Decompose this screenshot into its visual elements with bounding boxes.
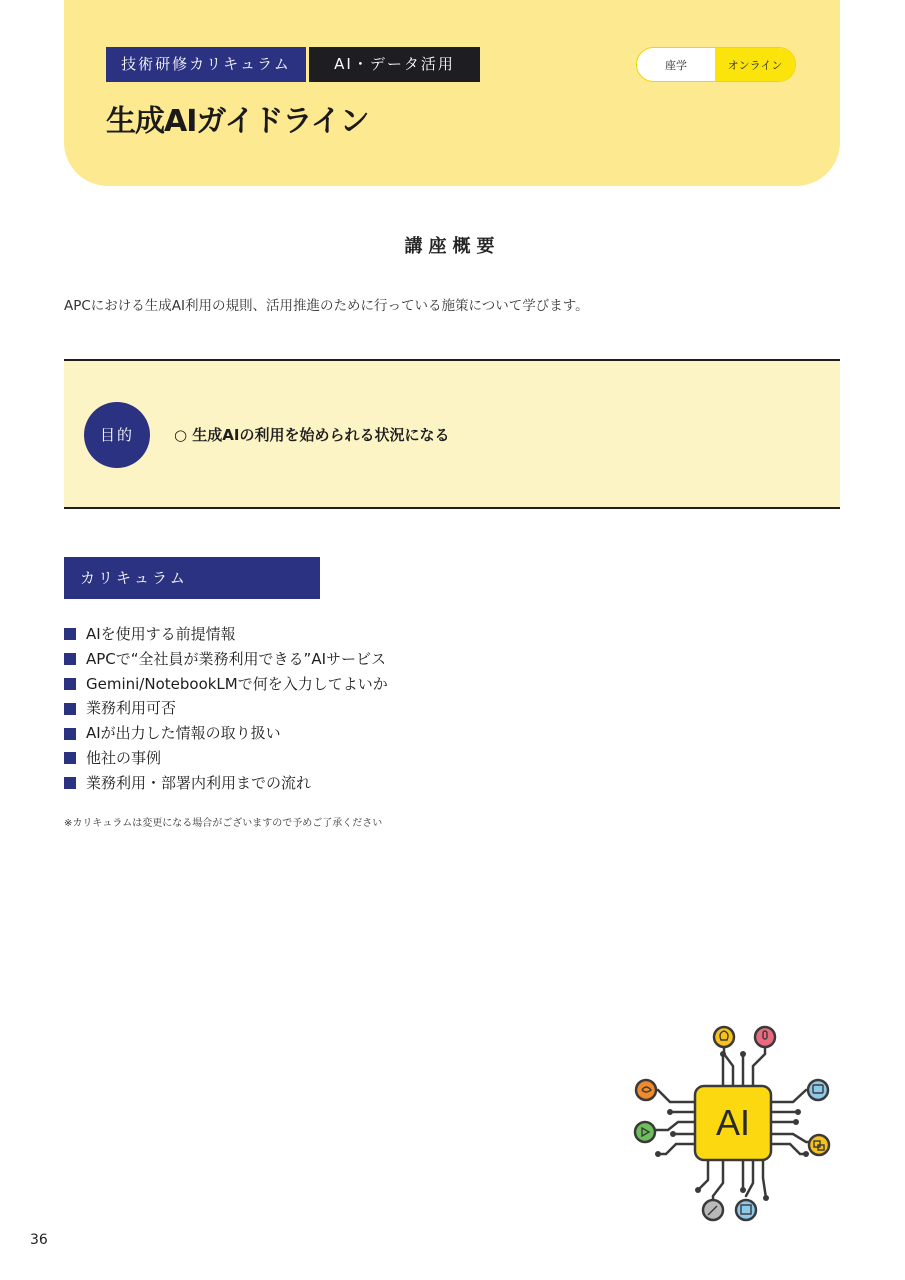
curriculum-item: 他社の事例 [64, 746, 388, 771]
curriculum-item: 業務利用可否 [64, 696, 388, 721]
curriculum-note: ※カリキュラムは変更になる場合がございますので予めご了承ください [64, 818, 383, 829]
microphone-icon [755, 1027, 775, 1047]
delivery-mode-badge [636, 47, 796, 82]
curriculum-item: 業務利用・部署内利用までの流れ [64, 771, 388, 796]
header-banner [64, 0, 840, 186]
page-number: 36 [30, 1232, 48, 1248]
curriculum-item: AIが出力した情報の取り扱い [64, 721, 388, 746]
overview-summary: APCにおける生成AI利用の規則、活用推進のために行っている施策について学びます。 [64, 298, 589, 314]
curriculum-item: APCで“全社員が業務利用できる”AIサービス [64, 647, 388, 672]
page-title: 生成AIガイドライン [106, 104, 369, 139]
square-bullet-icon [64, 752, 76, 764]
ai-chip-illustration [628, 1018, 838, 1226]
goal-badge: 目的 [84, 402, 150, 468]
ai-chip-label: AI [715, 1102, 751, 1143]
square-bullet-icon [64, 678, 76, 690]
lightbulb-icon [714, 1027, 734, 1047]
overview-heading: 講座概要 [404, 236, 501, 257]
play-icon [635, 1122, 655, 1142]
curriculum-list [64, 622, 388, 796]
chat-icon [808, 1080, 828, 1100]
square-bullet-icon [64, 628, 76, 640]
square-bullet-icon [64, 653, 76, 665]
category-tag: 技術研修カリキュラム [106, 47, 306, 82]
curriculum-item: Gemini/NotebookLMで何を入力してよいか [64, 672, 388, 697]
curriculum-heading: カリキュラム [64, 557, 320, 599]
curriculum-item: AIを使用する前提情報 [64, 622, 388, 647]
square-bullet-icon [64, 777, 76, 789]
goal-text: ○ 生成AIの利用を始められる状況になる [174, 426, 450, 444]
mode-online: オンライン [715, 48, 795, 81]
palette-icon [636, 1080, 656, 1100]
square-bullet-icon [64, 703, 76, 715]
subcategory-tag: AI・データ活用 [309, 47, 480, 82]
square-bullet-icon [64, 728, 76, 740]
mode-classroom: 座学 [665, 59, 687, 72]
image-icon [736, 1200, 756, 1220]
